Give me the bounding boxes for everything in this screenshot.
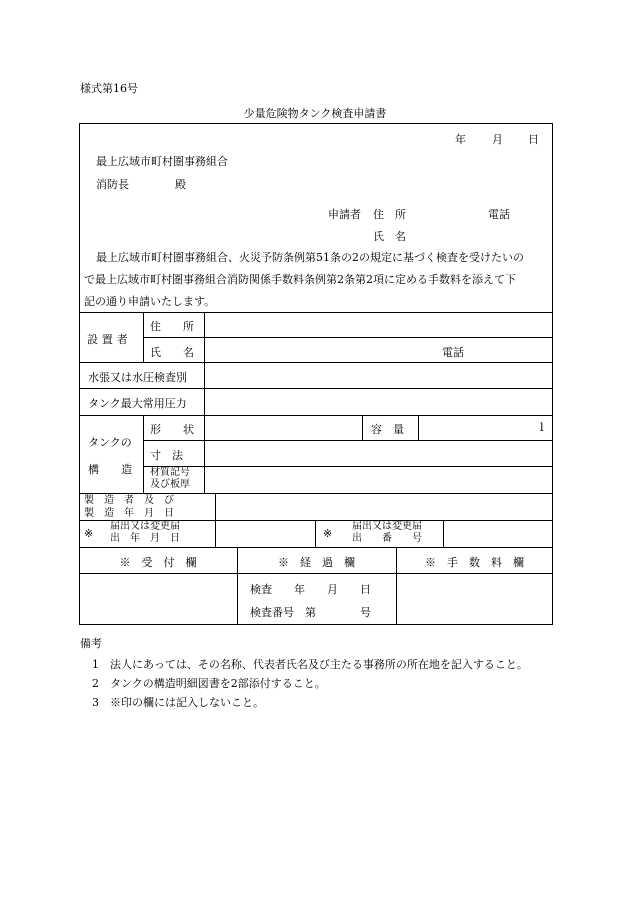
applicant-name-label: 氏 名 [373, 230, 406, 243]
form-number: 様式第16号 [80, 82, 138, 95]
progress-column-header: ※ 経 過 欄 [278, 556, 355, 569]
capacity-label: 容 量 [371, 423, 404, 436]
structure-label-1: タンクの [88, 436, 132, 449]
manufacturer-label-1: 製 造 者 及 び [84, 495, 174, 506]
test-type-label: 水張又は水圧検査別 [88, 371, 187, 384]
inspection-number-label: 検査番号 第 号 [250, 606, 371, 619]
installer-address-label: 住 所 [150, 320, 194, 333]
form-title: 少量危険物タンク検査申請書 [243, 107, 387, 120]
addressee-sama: 殿 [175, 178, 186, 191]
installer-phone-label: 電話 [442, 346, 464, 359]
notif-date-label-1: 届出又は変更届 [110, 521, 180, 532]
body-line-2: で最上広域市町村圏事務組合消防関係手数料条例第2条第2項に定める手数料を添えて下 [84, 273, 516, 286]
dimension-label: 寸 法 [150, 449, 183, 462]
date-month: 月 [492, 133, 503, 146]
body-line-3: 記の通り申請いたします。 [84, 295, 216, 308]
installer-label: 設置者 [87, 333, 132, 346]
reception-column-header: ※ 受 付 欄 [119, 556, 197, 569]
applicant-address-label: 住 所 [373, 208, 406, 221]
notif-date-label-2: 出 年 月 日 [110, 533, 180, 544]
manufacturer-label-2: 製 造 年 月 日 [84, 508, 174, 519]
applicant-phone-label: 電話 [488, 208, 510, 221]
material-label-1: 材質記号 [150, 467, 190, 478]
material-label-2: 及び板厚 [150, 479, 190, 490]
notes-heading: 備考 [80, 637, 102, 650]
addressee-chief: 消防長 [96, 178, 129, 191]
mark-notif-no: ※ [323, 527, 333, 540]
fee-column-header: ※ 手 数 料 欄 [425, 556, 524, 569]
mark-notif-date: ※ [84, 527, 94, 540]
inspection-date-label: 検査 年 月 日 [250, 583, 371, 596]
applicant-label: 申請者 [328, 208, 361, 221]
date-day: 日 [528, 133, 539, 146]
max-pressure-label: タンク最大常用圧力 [88, 397, 187, 410]
note-item-2: 2 タンクの構造明細図書を2部添付すること。 [92, 677, 326, 690]
shape-label: 形 状 [150, 423, 194, 436]
structure-label-2: 構 造 [88, 463, 132, 476]
addressee-org: 最上広域市町村圏事務組合 [96, 155, 228, 168]
note-item-1: 1 法人にあっては、その名称、代表者氏名及び主たる事務所の所在地を記入すること。 [92, 658, 528, 671]
capacity-unit: l [540, 421, 544, 434]
body-line-1: 最上広域市町村圏事務組合、火災予防条例第51条の2の規定に基づく検査を受けたいの [96, 251, 524, 264]
notif-no-label-2: 出 番 号 [352, 533, 422, 544]
installer-name-label: 氏 名 [150, 346, 194, 359]
note-item-3: 3 ※印の欄には記入しないこと。 [92, 696, 264, 709]
date-year: 年 [455, 133, 466, 146]
notif-no-label-1: 届出又は変更届 [352, 521, 422, 532]
